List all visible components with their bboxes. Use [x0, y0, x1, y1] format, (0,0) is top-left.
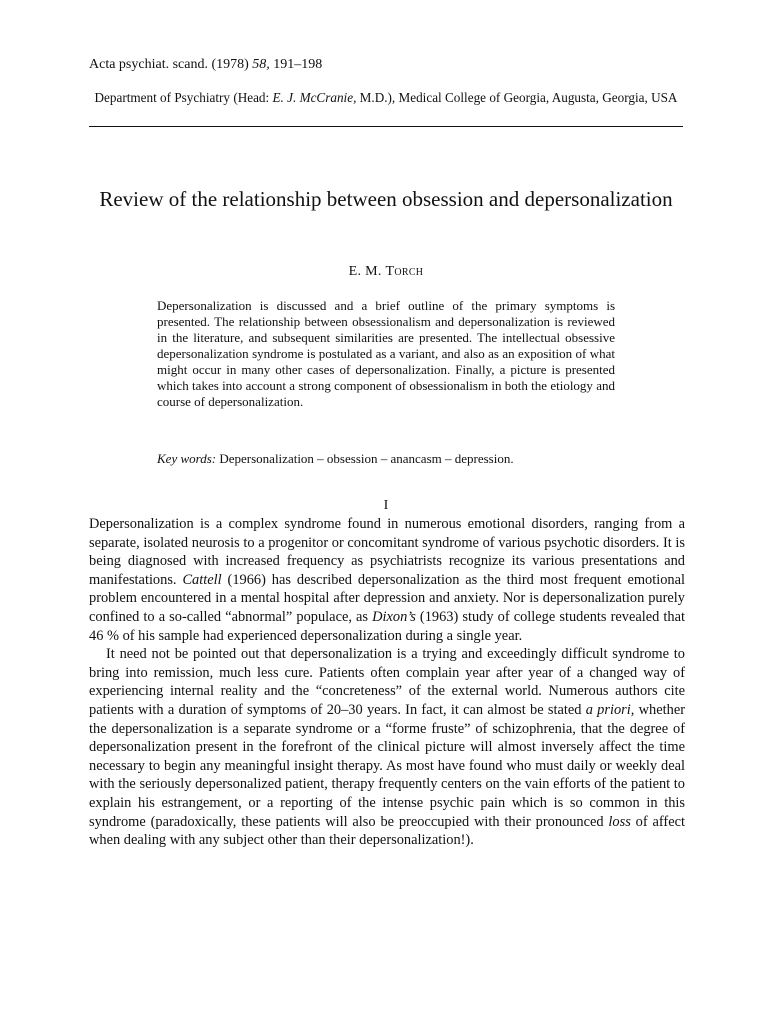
article-title: Review of the relationship between obsession and depersonalization: [99, 187, 673, 211]
dept-suffix: M.D.), Medical College of Georgia, Augusta, Georgia, USA: [359, 90, 678, 105]
section-heading: I: [383, 498, 389, 513]
keywords-text: Depersonalization – obsession – anancasm – depression.: [219, 451, 514, 466]
article-author: [89, 264, 683, 280]
keywords-label: Key words:: [157, 451, 217, 466]
citation-cattell: Cattell: [182, 571, 222, 588]
paragraph-2-text-a: It need not be pointed out that depersonalization is a trying and exceedingly difficult syndrome to bring into remission, much less cure. Patients often complain year after year of a changed way of experiencing internal reality and the “concreteness” of the external world. Numerous authors cite patients with a duration of symptoms of 20–30 years. In fact, it can almost be stated: [89, 646, 685, 718]
paragraph-1-text-b: (1966) has described depersonalization as the third most frequent emotional problem encountered in a mental hospital after depression and anxiety. Nor is depersonalization purely confined to a so-called “abnormal” populace, as: [89, 571, 685, 625]
citation-dixon: Dixon’s: [372, 608, 416, 625]
paragraph-2: [89, 645, 685, 850]
paragraph-1: [89, 515, 685, 645]
body-text: [89, 515, 685, 850]
emphasis-a-priori: a priori,: [585, 701, 635, 718]
paragraph-2-text-c: of affect when dealing with any subject other than their depersonalization!).: [89, 813, 685, 849]
author-initials: E. M.: [348, 264, 382, 279]
dept-prefix: Department of Psychiatry (Head:: [94, 90, 270, 105]
abstract: Depersonalization is discussed and a brief outline of the primary symptoms is presented. The relationship between obsessionalism and depersonalization is reviewed in the literature, and subsequent similarities are presented. The intellectual obsessive depersonalization syndrome is postulated as a variant, and also as an exposition of what might occur in many other cases of depersonalization. Finally, a picture is presented which takes into account a strong component of obsessionalism in both the etiology and course of depersonalization.: [157, 298, 615, 409]
dept-head: E. J. McCranie,: [272, 90, 357, 105]
header-divider: [89, 126, 683, 127]
department-affiliation: [89, 90, 683, 106]
journal-pages: 191–198: [273, 57, 323, 72]
paragraph-2-text-b: whether the depersonalization is a separate syndrome or a “forme fruste” of schizophrenia, that the degree of depersonalization present in the forefront of the clinical picture will almost inversely affect the time necessary to begin any meaningful insight therapy. As most have found who must daily or weekly deal with the seriously depersonalized patient, therapy frequently centers on the vain efforts of the patient to explain his estrangement, or a reporting of the intense psychic pain which is so common in this syndrome (paradoxically, these patients will also be preoccupied with their pronounced: [89, 701, 686, 830]
journal-citation: [89, 57, 322, 73]
journal-name: Acta psychiat. scand. (1978): [89, 57, 249, 72]
paragraph-1-text-a: Depersonalization is a complex syndrome found in numerous emotional disorders, ranging from a separate, isolated neurosis to a progenitor or concomitant syndrome of various psychotic disorders. It is being diagnosed with increased frequency as psychiatrists recognize its various presentations and manifestations.: [89, 516, 685, 588]
emphasis-loss: loss: [608, 813, 631, 830]
keywords: [157, 451, 617, 467]
author-surname: Torch: [385, 264, 424, 279]
paragraph-1-text-c: (1963) study of college students revealed that 46 % of his sample had experienced depersonalization during a single year.: [89, 608, 685, 644]
journal-volume: 58,: [252, 57, 270, 72]
